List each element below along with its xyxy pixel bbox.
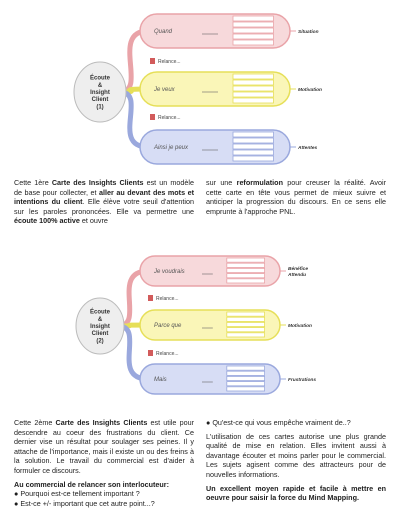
map1-branch-2-slot-5	[233, 98, 274, 103]
map1-center-label: Client	[91, 97, 109, 104]
text-block-1	[14, 178, 386, 226]
map1-branch-3-slot-3	[233, 144, 274, 149]
map2-branch-2-text: Parce que	[154, 323, 182, 329]
bullet-1: ● Pourquoi est-ce tellement important ?	[14, 489, 140, 499]
mind-map-1	[0, 0, 400, 176]
map1-branch-2-slot-1	[233, 74, 274, 79]
map2-branch-1-slot-1	[227, 258, 265, 262]
text-1-col-1: Cette 1ère Carte des Insights Clients est un modèle de base pour collecter, et aller au devant des mots et intentions du client. Elle élève votre seuil d'attention sur les paroles prononcées. Elle va permettre une écoute 100% active et ouvre	[14, 178, 194, 226]
map2-relance-2: Relance...	[156, 351, 179, 357]
map2-branch-2-slot-2	[227, 317, 265, 321]
map1-branch-2-slot-2	[233, 80, 274, 85]
map2-branch-1-text: Je voudrais	[154, 269, 185, 275]
map2-relance-1: Relance...	[156, 296, 179, 302]
map2-branch-3-text: Mais	[154, 377, 167, 383]
map2-center-label: &	[97, 316, 103, 323]
map1-branch-3-text: Ainsi je peux	[154, 145, 189, 151]
map2-label-3: Frustrations	[288, 378, 316, 383]
map1-center-label: Écoute	[89, 75, 111, 82]
map1-branch-3-slot-1	[233, 132, 274, 137]
map1-branch-2-text: Je veux	[154, 87, 175, 93]
map1-center-label: Insight	[90, 90, 110, 96]
map1-branch-2-slot-4	[233, 92, 274, 97]
map2-label-2: Motivation	[288, 324, 312, 329]
map1-branch-1-slot-1	[233, 16, 274, 21]
map2-branch-3-slot-1	[227, 366, 265, 370]
map2-label-1: Attendu	[288, 273, 307, 278]
map1-relance-2-icon	[150, 114, 155, 120]
map2-branch-2-slot-3	[227, 322, 265, 326]
text-2-col-2: ● Qu'est-ce qui vous empêche vraiment de..? L'utilisation de ces cartes autorise une plus grande qualité de mise en relation. Elles invitent aussi à davantage écouter et moins parler pour le commercial. Les sujets agisent comme des attracteurs pour de nouvelles informations. Un excellent moyen rapide et facile à mettre en oeuvre pour saisir la force du Mind Mapping.	[206, 418, 386, 503]
map1-center-label: (1)	[96, 104, 104, 111]
map2-branch-2-slot-5	[227, 333, 265, 337]
map1-branch-1-text: Quand	[154, 29, 173, 35]
map2-branch-2-slot-4	[227, 328, 265, 332]
map2-branch-1-slot-2	[227, 263, 265, 267]
map1-branch-1-slot-2	[233, 22, 274, 27]
map2-branch-2-slot-1	[227, 312, 265, 316]
map1-branch-2-slot-3	[233, 86, 274, 91]
map2-center-label: Client	[91, 331, 109, 338]
bullet-2: ● Est-ce +/- important que cet autre point...?	[14, 498, 155, 508]
map1-branch-3-slot-5	[233, 156, 274, 161]
map2-center-label: (2)	[96, 338, 104, 345]
mind-map-2	[0, 252, 400, 400]
map2-relance-1-icon	[148, 295, 153, 301]
bullet-3: ● Qu'est-ce qui vous empêche vraiment de..?	[206, 418, 351, 427]
map2-relance-2-icon	[148, 350, 153, 356]
map1-branch-3-slot-2	[233, 138, 274, 143]
map2-branch-1-slot-3	[227, 268, 265, 272]
map1-branch-3-slot-4	[233, 150, 274, 155]
map2-branch-3-slot-2	[227, 371, 265, 375]
map2-center-label: Écoute	[89, 309, 111, 316]
text-2-col-1: Cette 2ème Carte des Insights Clients est utile pour descendre au coeur des frustrations du client. Ce dernier vise un résultat pour soulager ses peines. Il y attache de l'importance, mais il existe un ou des freins à la solution. Le travail du commercial est d'aider à formuler ce discours. Au commercial de relancer son interlocuteur: ● Pourquoi est-ce tellement important ? ● Est-ce +/- important que cet autre point...?	[14, 418, 194, 508]
map2-label-1: Bénéfice	[288, 267, 308, 272]
map1-relance-1: Relance...	[158, 59, 181, 65]
map1-relance-1-icon	[150, 58, 155, 64]
map1-branch-1-slot-3	[233, 28, 274, 33]
text-block-2	[14, 418, 386, 508]
map1-label-1: Situation	[298, 30, 319, 35]
map1-label-3: Attentes	[298, 146, 318, 151]
text-1-col-2: sur une reformulation pour creuser la réalité. Avoir cette carte en tête vous permet de mieux suivre et anticiper la progression du discours. En ce sens elle emprunte à l'approche PNL.	[206, 178, 386, 216]
map1-label-2: Motivation	[298, 88, 322, 93]
map2-center-label: Insight	[90, 324, 110, 330]
map2-branch-3-slot-4	[227, 382, 265, 386]
map1-relance-2: Relance...	[158, 115, 181, 121]
map2-branch-3-slot-3	[227, 376, 265, 380]
map2-branch-1-slot-4	[227, 274, 265, 278]
map1-branch-1-slot-5	[233, 40, 274, 45]
map2-branch-1-slot-5	[227, 279, 265, 283]
map2-branch-3-slot-5	[227, 387, 265, 391]
map1-center-label: &	[97, 82, 103, 89]
map1-branch-1-slot-4	[233, 34, 274, 39]
